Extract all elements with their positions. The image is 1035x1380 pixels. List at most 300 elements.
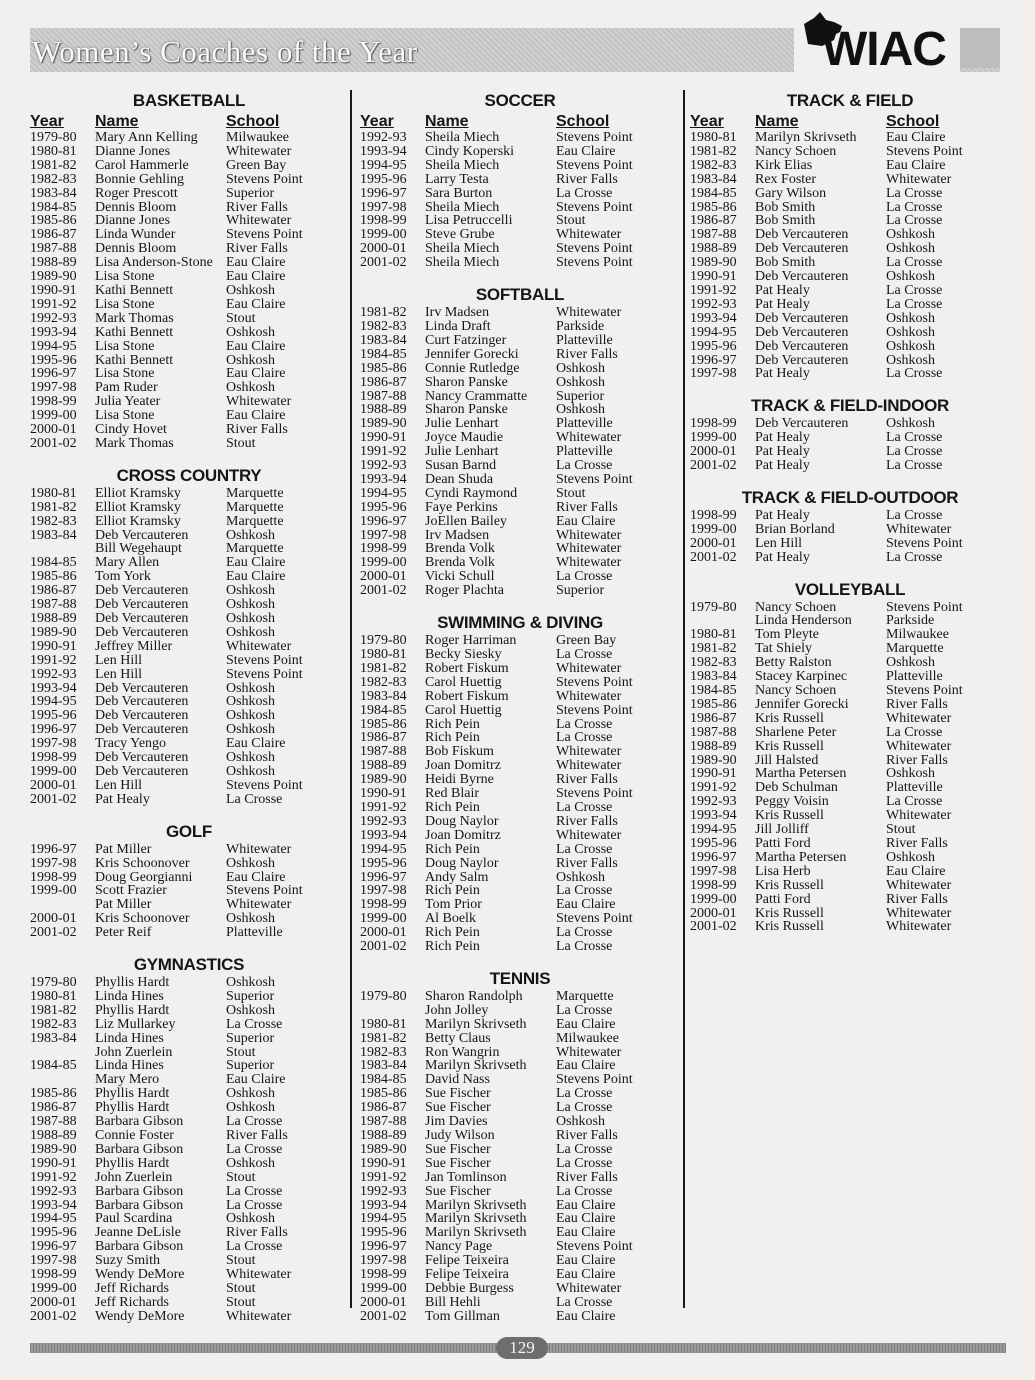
year-cell: 1989-90 (360, 416, 407, 432)
year-cell: 1998-99 (690, 416, 737, 432)
name-cell: JoEllen Bailey (425, 513, 508, 529)
school-cell: Oshkosh (886, 655, 936, 671)
school-cell: Eau Claire (556, 1016, 616, 1032)
list-item (690, 851, 1010, 865)
list-item (30, 173, 348, 187)
list-item (360, 843, 680, 857)
name-cell: Joan Domitrz (425, 758, 501, 774)
name-cell: Pat Healy (755, 458, 810, 474)
name-cell: Jeanne DeLisle (95, 1225, 181, 1241)
year-cell (30, 1073, 95, 1087)
name-cell: Sharon Panske (425, 402, 508, 418)
name-cell: Rich Pein (425, 939, 480, 955)
list-item (30, 668, 348, 682)
year-cell: 1982-83 (360, 674, 407, 690)
name-cell: Phyllis Hardt (95, 1100, 170, 1116)
year-cell: 1995-96 (30, 352, 77, 368)
school-cell: Eau Claire (556, 1058, 616, 1074)
table-header (360, 112, 680, 131)
year-cell: 1983-84 (360, 688, 407, 704)
name-cell: Nancy Page (425, 1239, 493, 1255)
list-item (30, 312, 348, 326)
year-cell: 1990-91 (690, 269, 737, 285)
list-item (360, 473, 680, 487)
name-cell: Rich Pein (425, 799, 480, 815)
year-cell: 1989-90 (30, 624, 77, 640)
section-title: TRACK & FIELD-INDOOR (751, 396, 949, 416)
list-item (360, 912, 680, 926)
year-cell: 1996-97 (30, 366, 77, 382)
school-cell: Platteville (556, 416, 613, 432)
name-cell: Rich Pein (425, 716, 480, 732)
wiac-logo: WIAC (822, 23, 946, 76)
school-cell: Eau Claire (226, 338, 286, 354)
section (690, 579, 1010, 935)
year-cell: 1993-94 (360, 827, 407, 843)
list-item (690, 907, 1010, 921)
school-cell: La Crosse (226, 1141, 283, 1157)
school-cell: Stevens Point (226, 777, 303, 793)
section (360, 968, 680, 1324)
name-cell: Wendy DeMore (95, 1267, 185, 1283)
school-cell: Stout (226, 1280, 256, 1296)
year-cell: 1982-83 (30, 513, 77, 529)
year-cell: 1981-82 (30, 1002, 77, 1018)
name-cell: Kris Russell (755, 919, 824, 935)
name-cell: Elliot Kramsky (95, 513, 181, 529)
year-cell: 1990-91 (360, 430, 407, 446)
year-cell: 1984-85 (30, 199, 77, 215)
name-cell: Martha Petersen (755, 849, 847, 865)
year-cell: 1999-00 (690, 430, 737, 446)
name-cell: Bill Wegehaupt (95, 541, 182, 557)
list-item (30, 326, 348, 340)
list-item (30, 765, 348, 779)
section (30, 465, 348, 807)
year-cell: 1988-89 (30, 255, 77, 271)
list-item (690, 879, 1010, 893)
year-cell: 1981-82 (360, 1030, 407, 1046)
list-item (360, 201, 680, 215)
name-cell: Marilyn Skrivseth (425, 1197, 527, 1213)
list-item (30, 1282, 348, 1296)
school-cell: Oshkosh (226, 708, 276, 724)
list-item (360, 1046, 680, 1060)
year-cell: 1984-85 (360, 346, 407, 362)
list-item (360, 131, 680, 145)
school-cell: Eau Claire (556, 1308, 616, 1324)
list-item (690, 340, 1010, 354)
list-item (360, 334, 680, 348)
list-item (30, 409, 348, 423)
name-cell: Patti Ford (755, 891, 811, 907)
name-cell: Nancy Schoen (755, 683, 837, 698)
name-cell: Dianne Jones (95, 213, 171, 229)
list-item (360, 857, 680, 871)
name-cell: Rex Foster (755, 171, 817, 187)
year-cell: 1986-87 (690, 213, 737, 229)
list-item (360, 306, 680, 320)
year-cell: 1999-00 (30, 883, 77, 899)
section-title: GYMNASTICS (133, 955, 245, 975)
name-cell: Marilyn Skrivseth (425, 1211, 527, 1227)
year-cell: 1981-82 (30, 157, 77, 173)
school-cell: Oshkosh (226, 763, 276, 779)
year-cell: 1987-88 (30, 597, 77, 613)
year-cell: 1991-92 (30, 1169, 77, 1185)
list-item (30, 515, 348, 529)
school-cell: River Falls (556, 1128, 618, 1143)
year-cell: 1999-00 (690, 891, 737, 907)
year-cell: 1992-93 (30, 1183, 77, 1199)
list-item (360, 403, 680, 417)
school-cell: Whitewater (556, 660, 622, 676)
name-cell: Heidi Byrne (425, 772, 494, 788)
year-cell: 1985-86 (360, 716, 407, 732)
school-cell: River Falls (226, 199, 288, 215)
school-cell: Eau Claire (226, 569, 286, 585)
list-item (360, 1059, 680, 1073)
school-cell: Stout (226, 310, 256, 326)
name-cell: Lisa Stone (95, 269, 155, 285)
school-cell: La Crosse (556, 647, 613, 662)
name-cell: Betty Claus (425, 1030, 491, 1046)
year-cell: 1987-88 (360, 744, 407, 760)
list-item (360, 1101, 680, 1115)
name-cell: Deb Vercauteren (755, 310, 849, 326)
column-left (30, 90, 348, 1324)
list-item (690, 298, 1010, 312)
list-item (360, 1129, 680, 1143)
list-item (690, 159, 1010, 173)
school-cell: La Crosse (886, 458, 943, 474)
name-cell: Sue Fischer (425, 1155, 491, 1171)
list-item (30, 487, 348, 501)
name-cell: Len Hill (95, 652, 143, 668)
list-item (30, 1059, 348, 1073)
name-cell: Vicki Schull (425, 569, 495, 585)
section (360, 90, 680, 270)
school-cell: Stevens Point (226, 171, 303, 187)
section (360, 284, 680, 598)
school-cell: Milwaukee (886, 627, 949, 643)
name-cell: Deb Vercauteren (95, 527, 189, 543)
year-cell: 1999-00 (360, 227, 407, 243)
year-cell: 1991-92 (690, 282, 737, 298)
list-item (30, 612, 348, 626)
column-header: School (886, 113, 940, 130)
name-cell: Linda Hines (95, 988, 164, 1004)
school-cell: La Crosse (886, 507, 943, 523)
school-cell: Oshkosh (886, 416, 936, 432)
section (30, 90, 348, 451)
year-cell: 1999-00 (30, 763, 77, 779)
name-cell: John Zuerlein (95, 1044, 173, 1060)
school-cell: Eau Claire (226, 269, 286, 285)
year-cell: 2001-02 (30, 1308, 77, 1324)
school-cell: Whitewater (226, 638, 292, 654)
name-cell: Brenda Volk (425, 555, 495, 571)
name-cell: Deb Vercauteren (755, 338, 849, 354)
name-cell: Lisa Stone (95, 366, 155, 382)
list-item (30, 1296, 348, 1310)
school-cell: Whitewater (886, 521, 952, 537)
name-cell: Doug Naylor (425, 855, 499, 871)
list-item (690, 214, 1010, 228)
school-cell: Eau Claire (226, 366, 286, 382)
list-item (30, 598, 348, 612)
school-cell: Stevens Point (556, 911, 633, 927)
list-item (30, 1268, 348, 1282)
school-cell: River Falls (556, 1169, 618, 1185)
name-cell: Phyllis Hardt (95, 1002, 170, 1018)
list-item (690, 767, 1010, 781)
school-cell: La Crosse (556, 1155, 613, 1171)
name-cell: Sheila Miech (425, 255, 500, 271)
year-cell: 1988-89 (360, 1128, 407, 1143)
name-cell: Kris Schoonover (95, 855, 190, 871)
list-item (360, 926, 680, 940)
school-cell: Oshkosh (886, 241, 936, 257)
list-item (360, 718, 680, 732)
name-cell: Felipe Teixeira (425, 1267, 509, 1283)
school-cell: Whitewater (226, 213, 292, 229)
list-item (30, 898, 348, 912)
year-cell: 1979-80 (30, 975, 77, 991)
year-cell: 1981-82 (360, 660, 407, 676)
school-cell: Eau Claire (556, 1211, 616, 1227)
school-cell: La Crosse (886, 185, 943, 201)
school-cell: Stout (556, 485, 586, 501)
list-item (360, 145, 680, 159)
school-cell: La Crosse (556, 799, 613, 815)
year-cell: 1995-96 (360, 1225, 407, 1241)
column-header: Name (425, 113, 469, 130)
year-cell: 1990-91 (30, 1155, 77, 1171)
name-cell: Tom Pleyte (755, 627, 819, 643)
name-cell: Deb Vercauteren (755, 269, 849, 285)
name-cell: Kris Russell (755, 808, 824, 824)
name-cell: Paul Scardina (95, 1211, 173, 1227)
school-cell: Eau Claire (226, 555, 286, 571)
name-cell: Curt Fatzinger (425, 332, 507, 348)
year-cell: 1989-90 (690, 255, 737, 271)
year-cell: 1992-93 (360, 130, 407, 145)
list-item (690, 284, 1010, 298)
list-item (690, 740, 1010, 754)
year-cell: 1984-85 (30, 1058, 77, 1074)
name-cell: Robert Fiskum (425, 688, 509, 704)
name-cell: Sheila Miech (425, 130, 500, 145)
name-cell: Felipe Teixeira (425, 1253, 509, 1269)
column-divider (350, 90, 352, 1308)
list-item (30, 1018, 348, 1032)
year-cell: 1997-98 (360, 199, 407, 215)
section-gap (690, 565, 1010, 579)
school-cell: Whitewater (556, 1044, 622, 1060)
year-cell: 1983-84 (690, 669, 737, 685)
list-item (360, 990, 680, 1004)
school-cell: River Falls (556, 772, 618, 788)
list-item (360, 745, 680, 759)
section-title: TRACK & FIELD (786, 91, 914, 110)
list-item (30, 1101, 348, 1115)
list-item (360, 1018, 680, 1032)
list-item (360, 1226, 680, 1240)
name-cell: Kris Schoonover (95, 911, 190, 927)
list-item (360, 898, 680, 912)
name-cell: Sharon Panske (425, 374, 508, 390)
name-cell: Brian Borland (755, 521, 835, 537)
year-cell: 1980-81 (360, 1016, 407, 1032)
list-item (360, 348, 680, 362)
school-cell: Whitewater (556, 227, 622, 243)
name-cell: Lisa Herb (755, 863, 811, 879)
name-cell: Phyllis Hardt (95, 1086, 170, 1102)
section-title: TRACK & FIELD-OUTDOOR (741, 487, 959, 507)
year-cell: 1993-94 (30, 1197, 77, 1213)
list-item (30, 751, 348, 765)
year-cell: 1998-99 (30, 750, 77, 766)
name-cell: Jill Jolliff (755, 822, 809, 838)
name-cell: Larry Testa (425, 171, 489, 187)
school-cell: Superior (556, 388, 605, 404)
year-cell: 1999-00 (360, 1280, 407, 1296)
year-cell: 2000-01 (360, 1294, 407, 1310)
list-item (360, 815, 680, 829)
name-cell: Sue Fischer (425, 1183, 491, 1199)
school-cell: Whitewater (556, 688, 622, 704)
school-cell: Platteville (886, 669, 943, 685)
year-cell: 1985-86 (360, 1086, 407, 1102)
section (30, 821, 348, 940)
year-cell: 1992-93 (690, 296, 737, 312)
name-cell: Rich Pein (425, 925, 480, 941)
school-cell: La Crosse (886, 255, 943, 271)
list-item (30, 131, 348, 145)
list-item (30, 367, 348, 381)
school-cell: Parkside (556, 318, 605, 334)
column-divider (683, 90, 685, 1308)
year-cell: 2000-01 (30, 1294, 77, 1310)
school-cell: Eau Claire (226, 869, 286, 885)
name-cell: Sara Burton (425, 185, 493, 201)
year-cell: 2000-01 (690, 444, 737, 460)
section-title: GOLF (165, 821, 212, 841)
list-item (360, 228, 680, 242)
name-cell: Nancy Crammatte (425, 388, 528, 404)
list-item (30, 884, 348, 898)
year-cell: 1997-98 (360, 1253, 407, 1269)
name-cell: Barbara Gibson (95, 1183, 184, 1199)
school-cell: Whitewater (226, 143, 292, 159)
name-cell: Cindy Koperski (425, 143, 515, 159)
name-cell: Sue Fischer (425, 1100, 491, 1116)
year-cell: 1982-83 (360, 1044, 407, 1060)
list-item (30, 871, 348, 885)
section-title: SWIMMING & DIVING (437, 613, 603, 633)
year-cell: 1987-88 (360, 388, 407, 404)
section (360, 612, 680, 954)
name-cell: Nancy Schoen (755, 599, 837, 615)
year-cell: 1997-98 (360, 883, 407, 899)
name-cell: Tat Shiely (755, 641, 812, 657)
school-cell: Whitewater (886, 710, 952, 726)
name-cell: Kris Russell (755, 877, 824, 893)
school-cell: Oshkosh (226, 722, 276, 738)
year-cell: 1993-94 (30, 324, 77, 340)
list-item (30, 381, 348, 395)
school-cell: La Crosse (556, 569, 613, 585)
list-item (690, 795, 1010, 809)
page-footer (30, 1339, 1006, 1357)
year-cell: 1997-98 (30, 1253, 77, 1269)
list-item (30, 723, 348, 737)
school-cell: Marquette (226, 513, 284, 529)
name-cell: Linda Wunder (95, 227, 176, 243)
school-cell: La Crosse (886, 213, 943, 229)
name-cell: Ron Wangrin (425, 1044, 500, 1060)
year-cell: 1994-95 (690, 324, 737, 340)
name-cell: Brenda Volk (425, 541, 495, 557)
name-cell: Deb Vercauteren (95, 763, 189, 779)
school-cell: Stout (226, 435, 256, 451)
year-cell: 1999-00 (690, 521, 737, 537)
school-cell: Whitewater (226, 1308, 292, 1324)
school-cell: Green Bay (556, 633, 617, 649)
list-item (360, 214, 680, 228)
name-cell: Doug Georgianni (95, 869, 193, 885)
list-item (30, 682, 348, 696)
school-cell: La Crosse (556, 458, 613, 474)
name-cell: Jeffrey Miller (95, 638, 173, 654)
school-cell: La Crosse (886, 366, 943, 382)
name-cell: Sheila Miech (425, 199, 500, 215)
name-cell: Len Hill (95, 666, 143, 682)
year-cell: 1983-84 (690, 171, 737, 187)
name-cell: Len Hill (755, 535, 803, 551)
name-cell: Linda Henderson (755, 613, 852, 629)
school-cell: Whitewater (556, 744, 622, 760)
column-header: Year (690, 113, 724, 130)
school-cell: La Crosse (556, 1100, 613, 1116)
school-cell: La Crosse (886, 199, 943, 215)
school-cell: Stout (226, 1253, 256, 1269)
school-cell: La Crosse (226, 1197, 283, 1213)
school-cell: Oshkosh (226, 975, 276, 991)
year-cell: 1984-85 (360, 1072, 407, 1088)
year-cell: 1991-92 (360, 1169, 407, 1185)
list-item (360, 362, 680, 376)
list-item (30, 779, 348, 793)
school-cell: Marquette (226, 541, 284, 557)
list-item (30, 976, 348, 990)
year-cell: 1991-92 (690, 780, 737, 796)
list-item (30, 187, 348, 201)
school-cell: River Falls (226, 422, 288, 438)
school-cell: Stout (886, 822, 916, 838)
school-cell: Superior (226, 1058, 275, 1074)
school-cell: Stevens Point (556, 471, 633, 487)
name-cell: Sharon Randolph (425, 988, 523, 1004)
name-cell: Kris Russell (755, 710, 824, 726)
list-item (360, 445, 680, 459)
school-cell: Marquette (556, 988, 614, 1004)
list-item (360, 787, 680, 801)
list-item (690, 187, 1010, 201)
section-gap (360, 954, 680, 968)
school-cell: Whitewater (556, 1280, 622, 1296)
